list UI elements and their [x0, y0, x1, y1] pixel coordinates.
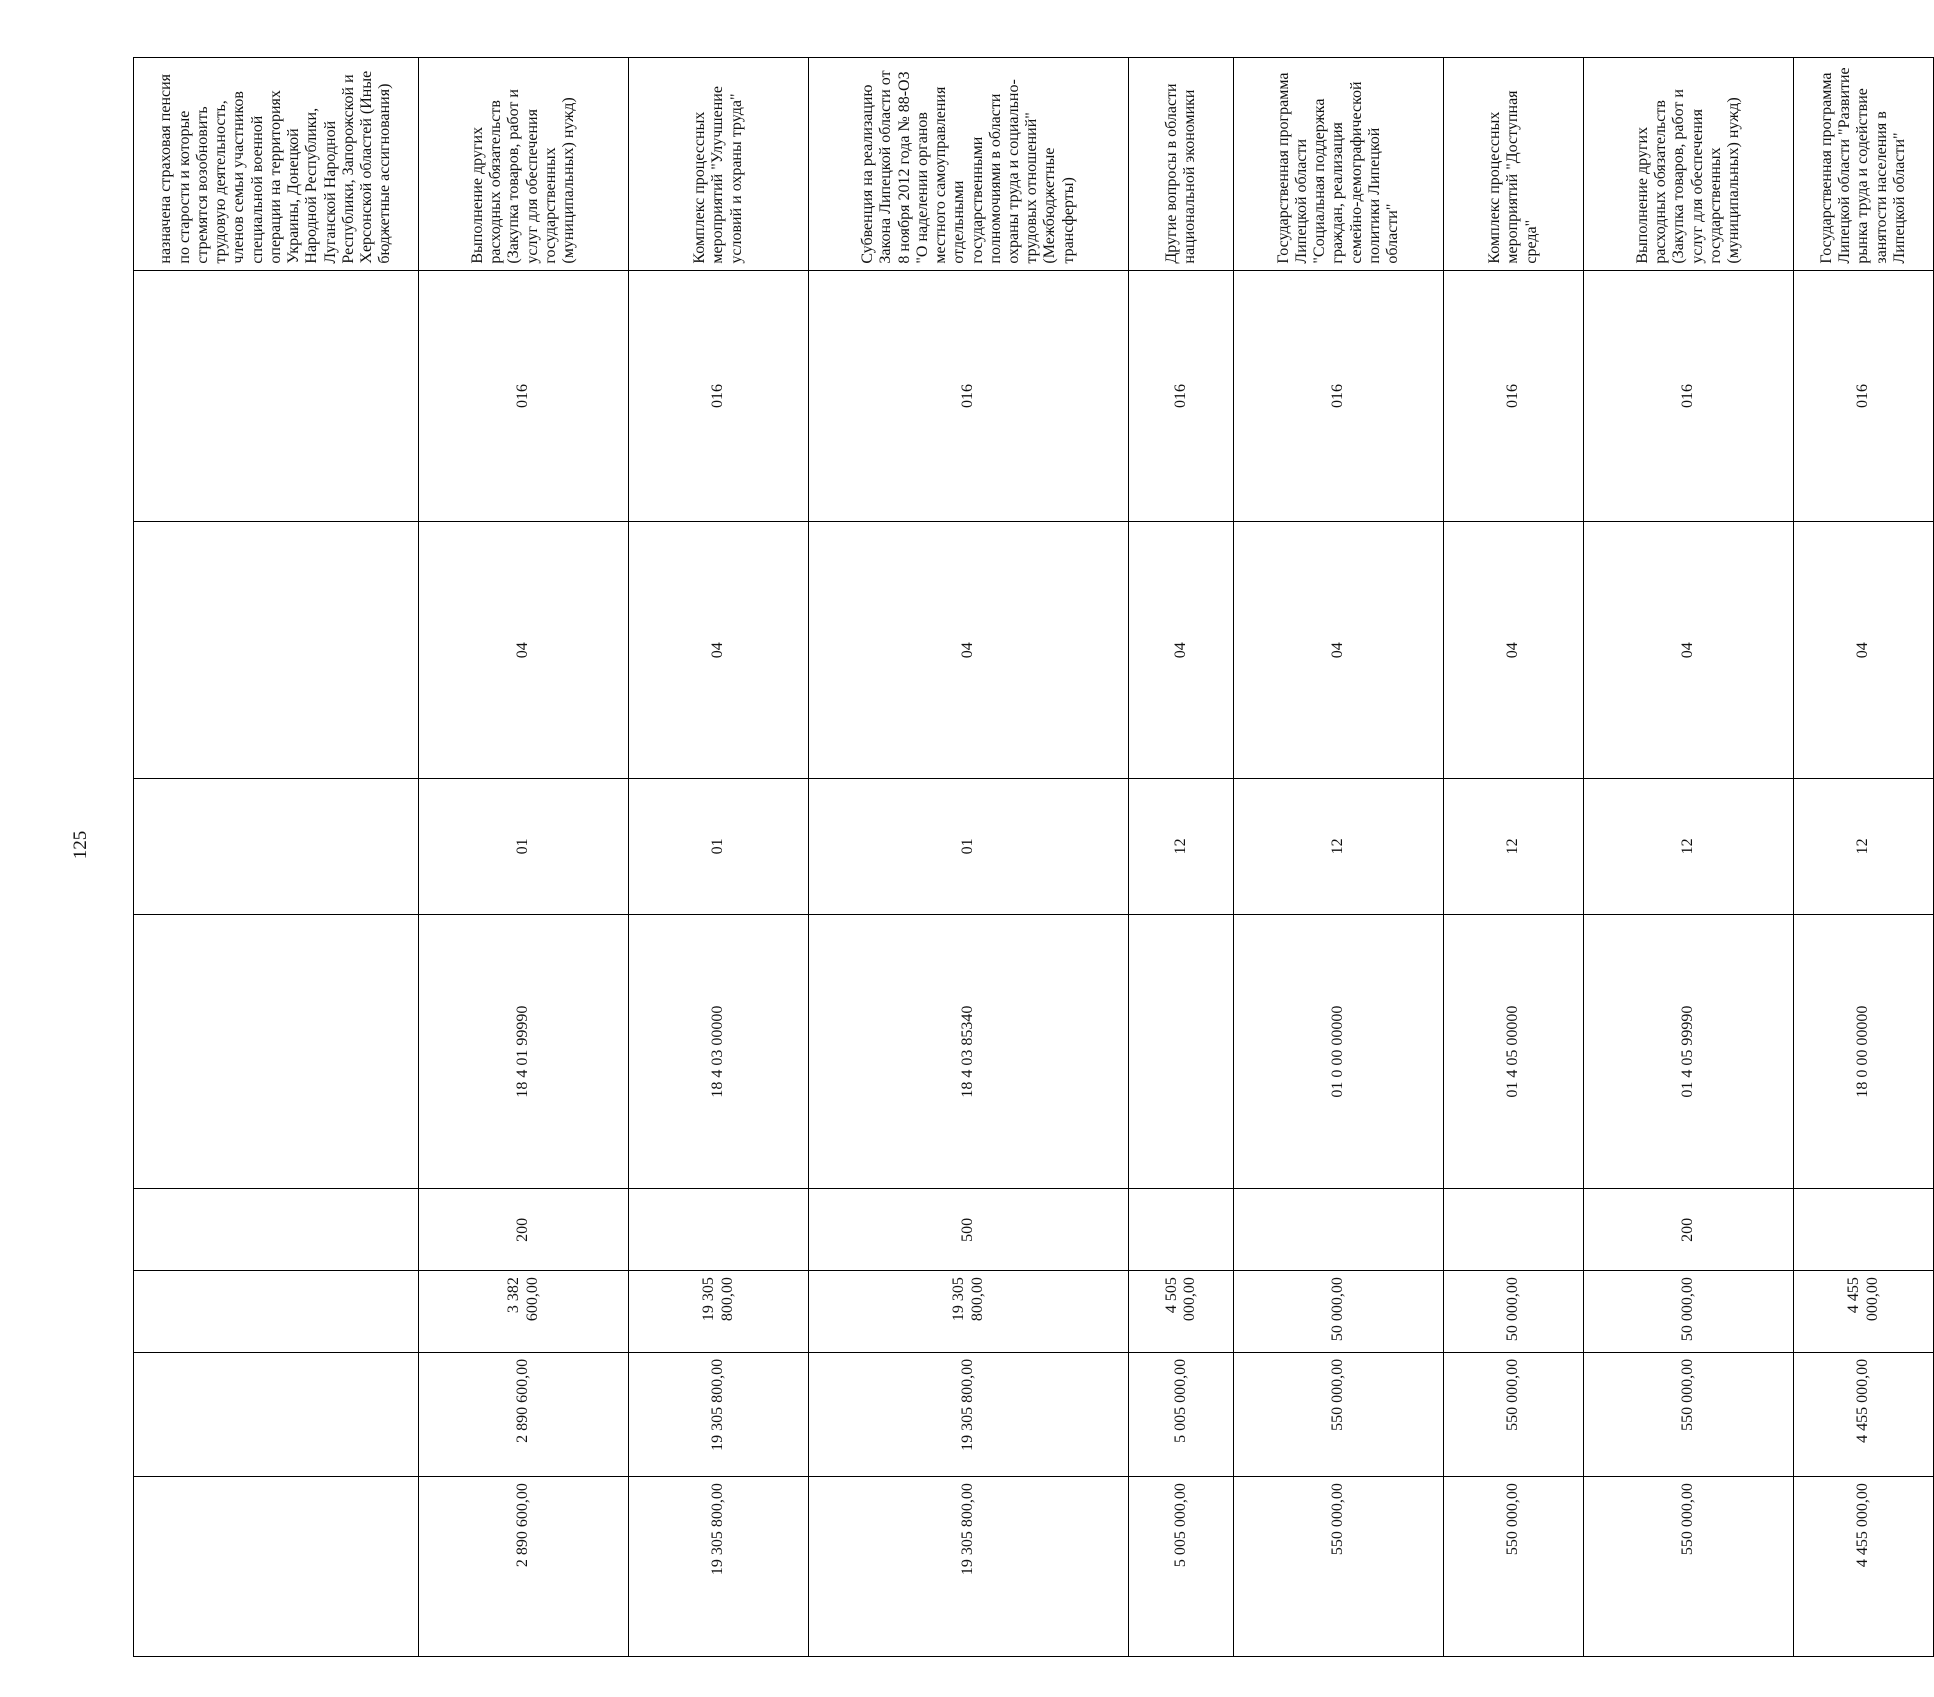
name-cell: Выполнение других расходных обязательств (Закупка товаров, работ и услуг для обеспечения государственных (муниципальных) нужд) — [419, 58, 629, 271]
sum1-cell: 50 000,00 — [1234, 1271, 1444, 1353]
admin-cell: 016 — [1584, 270, 1794, 522]
sum3-cell: 550 000,00 — [1584, 1477, 1794, 1657]
podrazdel-cell: 12 — [1584, 779, 1794, 915]
admin-cell — [134, 270, 419, 522]
csr-cell: 01 0 00 00000 — [1234, 914, 1444, 1189]
vr-cell — [1129, 1189, 1234, 1271]
podrazdel-cell: 12 — [1234, 779, 1444, 915]
table-row — [1129, 58, 1234, 1657]
vr-cell — [1794, 1189, 1934, 1271]
budget-table — [133, 57, 1934, 1657]
admin-cell: 016 — [629, 270, 809, 522]
table-row — [1584, 58, 1794, 1657]
sum1-cell: 19 305 800,00 — [629, 1271, 809, 1353]
table-row — [809, 58, 1129, 1657]
admin-cell: 016 — [419, 270, 629, 522]
podrazdel-cell: 12 — [1129, 779, 1234, 915]
sum1-cell: 4 505 000,00 — [1129, 1271, 1234, 1353]
podrazdel-cell: 01 — [419, 779, 629, 915]
table-row — [1234, 58, 1444, 1657]
admin-cell: 016 — [809, 270, 1129, 522]
vr-cell — [629, 1189, 809, 1271]
admin-cell: 016 — [1129, 270, 1234, 522]
razdel-cell: 04 — [1129, 522, 1234, 779]
sum3-cell: 4 455 000,00 — [1794, 1477, 1934, 1657]
sum1-cell — [134, 1271, 419, 1353]
sum3-cell: 19 305 800,00 — [629, 1477, 809, 1657]
csr-cell: 18 4 03 85340 — [809, 914, 1129, 1189]
sum2-cell: 2 890 600,00 — [419, 1352, 629, 1476]
podrazdel-cell: 12 — [1794, 779, 1934, 915]
vr-cell — [134, 1189, 419, 1271]
name-cell: Комплекс процессных мероприятий "Доступная среда" — [1444, 58, 1584, 271]
sum3-cell — [134, 1477, 419, 1657]
vr-cell: 200 — [1584, 1189, 1794, 1271]
name-cell: Другие вопросы в области национальной экономики — [1129, 58, 1234, 271]
sum3-cell: 19 305 800,00 — [809, 1477, 1129, 1657]
admin-cell: 016 — [1234, 270, 1444, 522]
razdel-cell: 04 — [1794, 522, 1934, 779]
table-row — [1444, 58, 1584, 1657]
sum1-cell: 19 305 800,00 — [809, 1271, 1129, 1353]
name-cell: Комплекс процессных мероприятий "Улучшение условий и охраны труда" — [629, 58, 809, 271]
name-cell: Выполнение других расходных обязательств (Закупка товаров, работ и услуг для обеспечения государственных (муниципальных) нужд) — [1584, 58, 1794, 271]
budget-table-rotated — [133, 57, 1908, 1657]
sum2-cell: 19 305 800,00 — [629, 1352, 809, 1476]
razdel-cell: 04 — [809, 522, 1129, 779]
sum3-cell: 5 005 000,00 — [1129, 1477, 1234, 1657]
csr-cell: 01 4 05 00000 — [1444, 914, 1584, 1189]
name-cell: Субвенция на реализацию Закона Липецкой области от 8 ноября 2012 года № 88-ОЗ "О наделении органов местного самоуправления отдельными государственными полномочиями в области охраны труда и социально-трудовых отношений" (Межбюджетные трансферты) — [809, 58, 1129, 271]
sum2-cell — [134, 1352, 419, 1476]
name-cell: назначена страховая пенсия по старости и которые стремятся возобновить трудовую деятельность, членов семьи участников специальной военной операции на территориях Украины, Донецкой Народной Республики, Луганской Народной Республики, Запорожской и Херсонской областей (Иные бюджетные ассигнования) — [134, 58, 419, 271]
table-row — [1794, 58, 1934, 1657]
podrazdel-cell — [134, 779, 419, 915]
table-row — [629, 58, 809, 1657]
vr-cell: 500 — [809, 1189, 1129, 1271]
table-row — [134, 58, 419, 1657]
page-number: 125 — [70, 830, 91, 860]
sum1-cell: 50 000,00 — [1584, 1271, 1794, 1353]
csr-cell: 18 4 01 99990 — [419, 914, 629, 1189]
sum2-cell: 4 455 000,00 — [1794, 1352, 1934, 1476]
csr-cell: 18 4 03 00000 — [629, 914, 809, 1189]
csr-cell: 18 0 00 00000 — [1794, 914, 1934, 1189]
csr-cell — [1129, 914, 1234, 1189]
sum2-cell: 550 000,00 — [1234, 1352, 1444, 1476]
razdel-cell: 04 — [419, 522, 629, 779]
csr-cell — [134, 914, 419, 1189]
razdel-cell: 04 — [1444, 522, 1584, 779]
razdel-cell: 04 — [629, 522, 809, 779]
table-row — [419, 58, 629, 1657]
vr-cell: 200 — [419, 1189, 629, 1271]
name-cell: Государственная программа Липецкой области "Развитие рынка труда и содействие занятости населения в Липецкой области" — [1794, 58, 1934, 271]
vr-cell — [1234, 1189, 1444, 1271]
sum2-cell: 550 000,00 — [1584, 1352, 1794, 1476]
sum3-cell: 2 890 600,00 — [419, 1477, 629, 1657]
razdel-cell: 04 — [1584, 522, 1794, 779]
admin-cell: 016 — [1444, 270, 1584, 522]
razdel-cell: 04 — [1234, 522, 1444, 779]
sum1-cell: 3 382 600,00 — [419, 1271, 629, 1353]
vr-cell — [1444, 1189, 1584, 1271]
sum2-cell: 5 005 000,00 — [1129, 1352, 1234, 1476]
razdel-cell — [134, 522, 419, 779]
podrazdel-cell: 01 — [629, 779, 809, 915]
sum3-cell: 550 000,00 — [1444, 1477, 1584, 1657]
sum2-cell: 19 305 800,00 — [809, 1352, 1129, 1476]
sum1-cell: 50 000,00 — [1444, 1271, 1584, 1353]
name-cell: Государственная программа Липецкой области "Социальная поддержка граждан, реализация семейно-демографической политики Липецкой области" — [1234, 58, 1444, 271]
podrazdel-cell: 01 — [809, 779, 1129, 915]
sum3-cell: 550 000,00 — [1234, 1477, 1444, 1657]
csr-cell: 01 4 05 99990 — [1584, 914, 1794, 1189]
podrazdel-cell: 12 — [1444, 779, 1584, 915]
sum2-cell: 550 000,00 — [1444, 1352, 1584, 1476]
admin-cell: 016 — [1794, 270, 1934, 522]
sum1-cell: 4 455 000,00 — [1794, 1271, 1934, 1353]
